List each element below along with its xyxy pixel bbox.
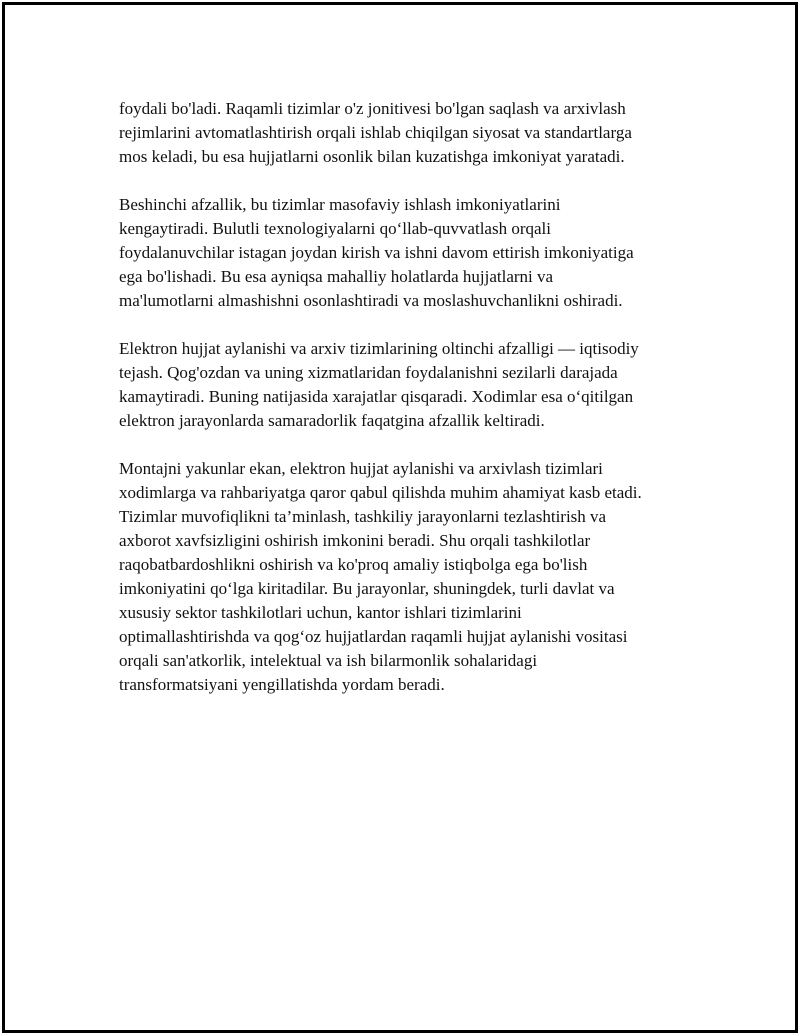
text-line: Beshinchi afzallik, bu tizimlar masofaviy ishlash imkoniyatlarini [119, 195, 561, 214]
text-line: Elektron hujjat aylanishi va arxiv tizimlarining oltinchi afzalligi — iqtisodiy [119, 339, 639, 358]
document-page [2, 2, 798, 1033]
text-line: kamaytiradi. Buning natijasida xarajatlar qisqaradi. Xodimlar esa o‘qitilgan [119, 387, 634, 406]
text-line: rejimlarini avtomatlashtirish orqali ishlab chiqilgan siyosat va standartlarga [119, 123, 632, 142]
text-line: foydalanuvchilar istagan joydan kirish va ishni davom ettirish imkoniyatiga [119, 243, 634, 262]
paragraph-1 [119, 97, 705, 169]
text-line: axborot xavfsizligini oshirish imkonini beradi. Shu orqali tashkilotlar [119, 531, 591, 550]
text-line: ma'lumotlarni almashishni osonlashtiradi va moslashuvchanlikni oshiradi. [119, 291, 623, 310]
text-line: optimallashtirishda va qog‘oz hujjatlardan raqamli hujjat aylanishi vositasi [119, 627, 628, 646]
text-line: xususiy sektor tashkilotlari uchun, kantor ishlari tizimlarini [119, 603, 522, 622]
text-line: raqobatbardoshlikni oshirish va ko'proq amaliy istiqbolga ega bo'lish [119, 555, 588, 574]
text-line: foydali bo'ladi. Raqamli tizimlar o'z jonitivesi bo'lgan saqlash va arxivlash [119, 99, 626, 118]
text-line: tejash. Qog'ozdan va uning xizmatlaridan foydalanishni sezilarli darajada [119, 363, 618, 382]
paragraph-3 [119, 337, 705, 433]
text-line: ega bo'lishadi. Bu esa ayniqsa mahalliy holatlarda hujjatlarni va [119, 267, 554, 286]
text-line: transformatsiyani yengillatishda yordam beradi. [119, 675, 445, 694]
text-line: xodimlarga va rahbariyatga qaror qabul qilishda muhim ahamiyat kasb etadi. [119, 483, 642, 502]
text-line: Montajni yakunlar ekan, elektron hujjat aylanishi va arxivlash tizimlari [119, 459, 603, 478]
text-line: imkoniyatini qo‘lga kiritadilar. Bu jarayonlar, shuningdek, turli davlat va [119, 579, 615, 598]
paragraph-2 [119, 193, 705, 313]
text-line: orqali san'atkorlik, intelektual va ish bilarmonlik sohalaridagi [119, 651, 538, 670]
text-line: Tizimlar muvofiqlikni ta’minlash, tashkiliy jarayonlarni tezlashtirish va [119, 507, 607, 526]
text-line: mos keladi, bu esa hujjatlarni osonlik bilan kuzatishga imkoniyat yaratadi. [119, 147, 625, 166]
text-line: kengaytiradi. Bulutli texnologiyalarni qo‘llab-quvvatlash orqali [119, 219, 551, 238]
text-line: elektron jarayonlarda samaradorlik faqatgina afzallik keltiradi. [119, 411, 545, 430]
document-body [119, 97, 705, 721]
paragraph-4 [119, 457, 705, 697]
